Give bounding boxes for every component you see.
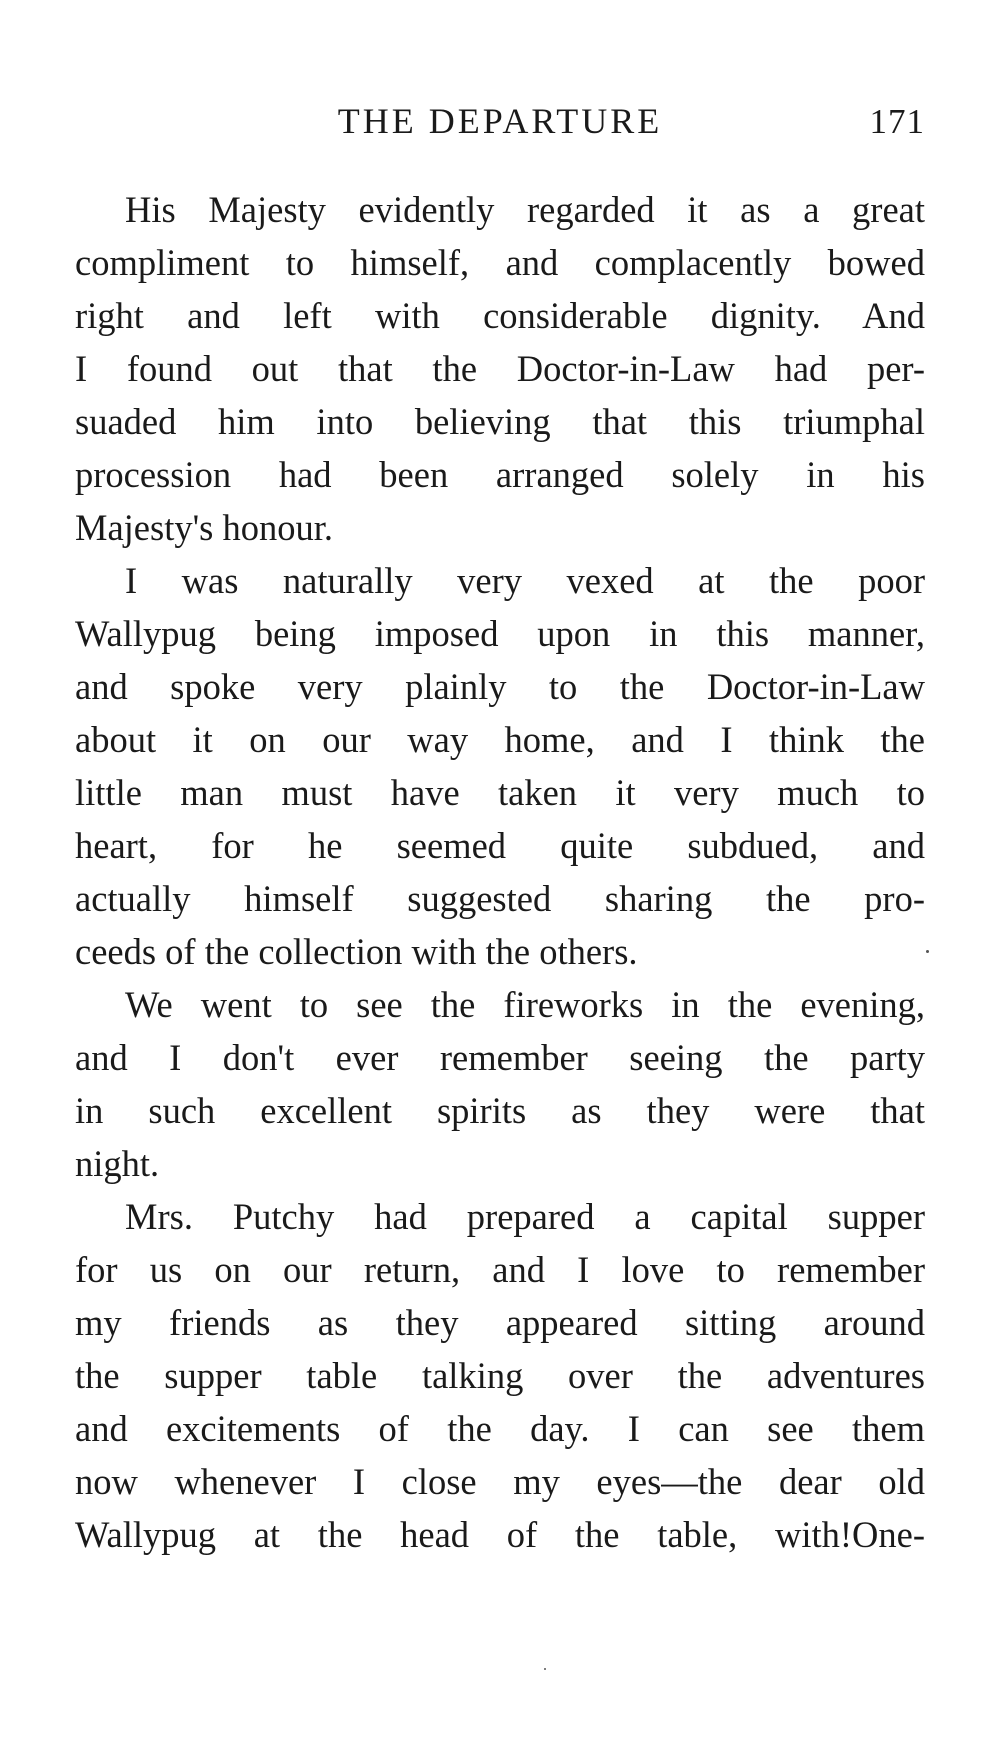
text-line: right and left with considerable dignity. And xyxy=(75,295,925,336)
text-line: and I don't ever remember seeing the party xyxy=(75,1037,925,1078)
text-line: about it on our way home, and I think the xyxy=(75,719,925,760)
page-number: 171 xyxy=(869,102,925,141)
text-line: Wallypug being imposed upon in this manner, xyxy=(75,613,925,654)
page-header xyxy=(75,100,925,150)
text-line: little man must have taken it very much to xyxy=(75,772,925,813)
text-line: night. xyxy=(75,1143,160,1184)
paragraph xyxy=(75,1190,925,1561)
print-speck xyxy=(926,950,929,953)
text-line: now whenever I close my eyes—the dear old xyxy=(75,1461,925,1502)
text-line: heart, for he seemed quite subdued, and xyxy=(75,825,925,866)
text-line: procession had been arranged solely in his xyxy=(75,454,925,495)
print-speck xyxy=(544,1668,546,1670)
text-line: Majesty's honour. xyxy=(75,507,334,548)
paragraph xyxy=(75,554,925,978)
text-line: actually himself suggested sharing the pro- xyxy=(75,878,925,919)
text-line: I found out that the Doctor-in-Law had per- xyxy=(75,348,925,389)
text-line: We went to see the fireworks in the evening, xyxy=(125,984,925,1025)
text-line: Mrs. Putchy had prepared a capital supper xyxy=(125,1196,925,1237)
text-line: I was naturally very vexed at the poor xyxy=(125,560,925,601)
text-line: my friends as they appeared sitting around xyxy=(75,1302,925,1343)
text-line: ceeds of the collection with the others. xyxy=(75,931,638,972)
text-line: and spoke very plainly to the Doctor-in-Law xyxy=(75,666,925,707)
text-line: in such excellent spirits as they were that xyxy=(75,1090,925,1131)
paragraph xyxy=(75,978,925,1190)
running-title: THE DEPARTURE xyxy=(337,101,663,141)
body-text xyxy=(75,183,925,1561)
paragraph xyxy=(75,183,925,554)
text-line: the supper table talking over the adventures xyxy=(75,1355,925,1396)
text-line: suaded him into believing that this triumphal xyxy=(75,401,925,442)
text-line: His Majesty evidently regarded it as a great xyxy=(125,189,925,230)
text-line: Wallypug at the head of the table, with!One- xyxy=(75,1514,925,1555)
text-line: for us on our return, and I love to remember xyxy=(75,1249,925,1290)
text-line: compliment to himself, and complacently bowed xyxy=(75,242,925,283)
text-line: and excitements of the day. I can see them xyxy=(75,1408,925,1449)
